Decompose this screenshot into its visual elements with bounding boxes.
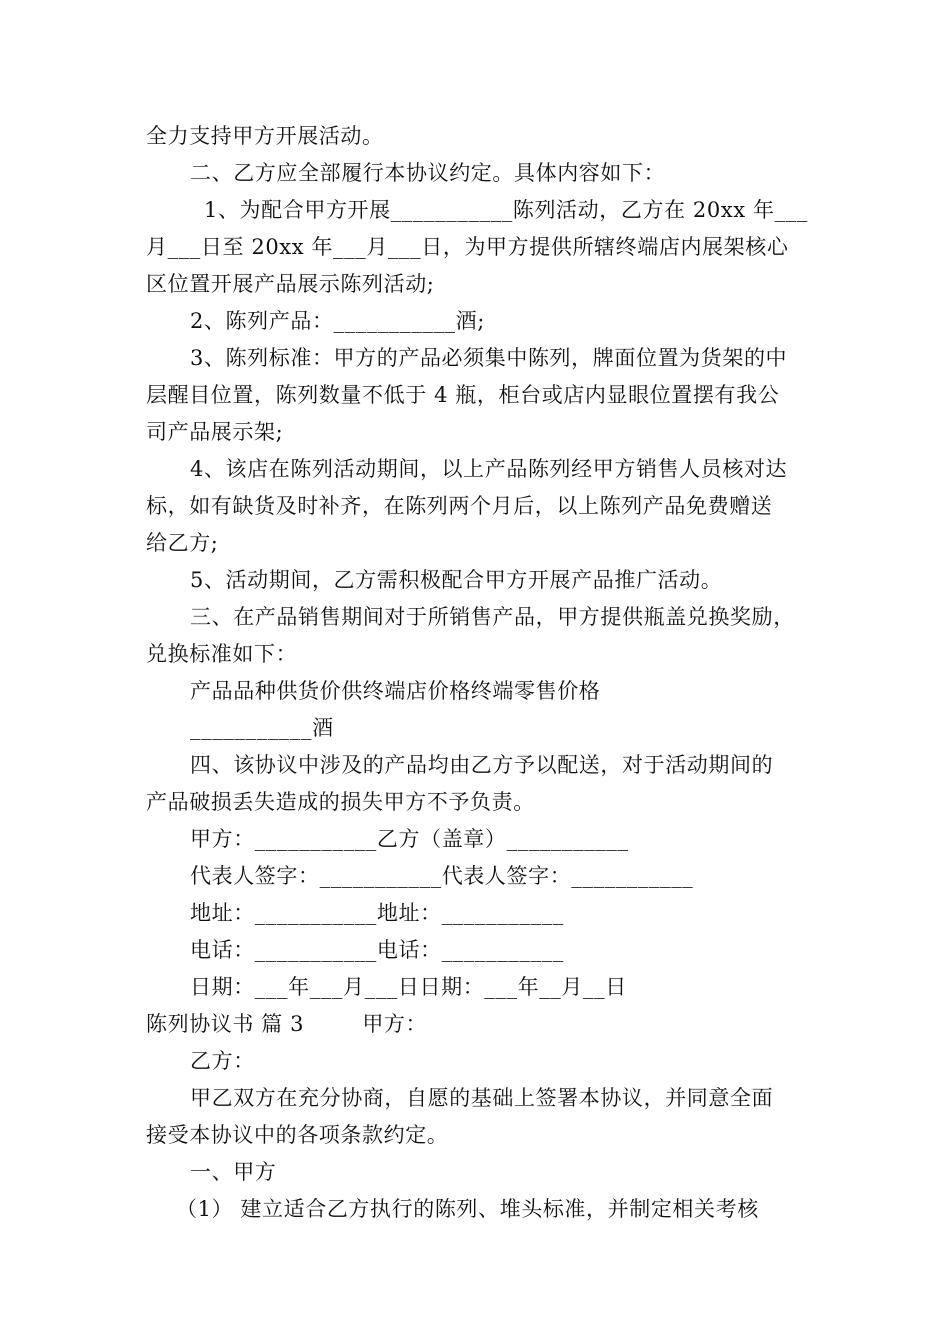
- signature-line: 地址：___________地址：___________: [190, 901, 564, 925]
- paragraph-line: 司产品展示架;: [146, 420, 284, 444]
- document-title-line: 陈列协议书 篇 3 甲方：: [146, 1012, 428, 1036]
- paragraph-line: 标，如有缺货及时补齐，在陈列两个月后，以上陈列产品免费赠送: [146, 494, 773, 518]
- table-header-line: 产品品种供货价供终端店价格终端零售价格: [190, 679, 601, 703]
- paragraph-line: 兑换标准如下：: [146, 642, 298, 666]
- paragraph-line: 全力支持甲方开展活动。: [146, 124, 384, 148]
- signature-line: 日期：___年___月___日日期：___年__月__日: [190, 975, 627, 999]
- paragraph-line: 甲乙双方在充分协商，自愿的基础上签署本协议，并同意全面: [190, 1086, 774, 1110]
- party-line: 乙方：: [190, 1049, 255, 1073]
- paragraph-line: 3、陈列标准：甲方的产品必须集中陈列，牌面位置为货架的中: [190, 346, 788, 370]
- section-heading: 四、该协议中涉及的产品均由乙方予以配送，对于活动期间的: [190, 753, 774, 777]
- paragraph-line: 5、活动期间，乙方需积极配合甲方开展产品推广活动。: [190, 568, 723, 592]
- paragraph-line: 产品破损丢失造成的损失甲方不予负责。: [146, 790, 535, 814]
- paragraph-line: （1） 建立适合乙方执行的陈列、堆头标准，并制定相关考核: [176, 1197, 759, 1221]
- signature-line: 代表人签字：___________代表人签字：___________: [190, 864, 694, 888]
- section-heading: 二、乙方应全部履行本协议约定。具体内容如下：: [190, 161, 666, 185]
- paragraph-line: 月___日至 20xx 年___月___日，为甲方提供所辖终端店内展架核心: [146, 235, 789, 259]
- paragraph-line: 层醒目位置，陈列数量不低于 4 瓶，柜台或店内显眼位置摆有我公: [146, 383, 780, 407]
- paragraph-line: 2、陈列产品：___________酒;: [190, 309, 485, 333]
- paragraph-line: 给乙方;: [146, 531, 219, 555]
- signature-line: 甲方：___________乙方（盖章）___________: [190, 827, 629, 851]
- signature-line: 电话：___________电话：___________: [190, 938, 564, 962]
- paragraph-line: 接受本协议中的各项条款约定。: [146, 1123, 449, 1147]
- paragraph-line: 4、该店在陈列活动期间，以上产品陈列经甲方销售人员核对达: [190, 457, 788, 481]
- section-heading: 一、甲方: [190, 1160, 277, 1184]
- paragraph-line: 1、为配合甲方开展___________陈列活动，乙方在 20xx 年___: [204, 198, 808, 222]
- table-row-line: ___________酒: [190, 716, 334, 740]
- section-heading: 三、在产品销售期间对于所销售产品，甲方提供瓶盖兑换奖励，: [190, 605, 795, 629]
- paragraph-line: 区位置开展产品展示陈列活动;: [146, 272, 435, 296]
